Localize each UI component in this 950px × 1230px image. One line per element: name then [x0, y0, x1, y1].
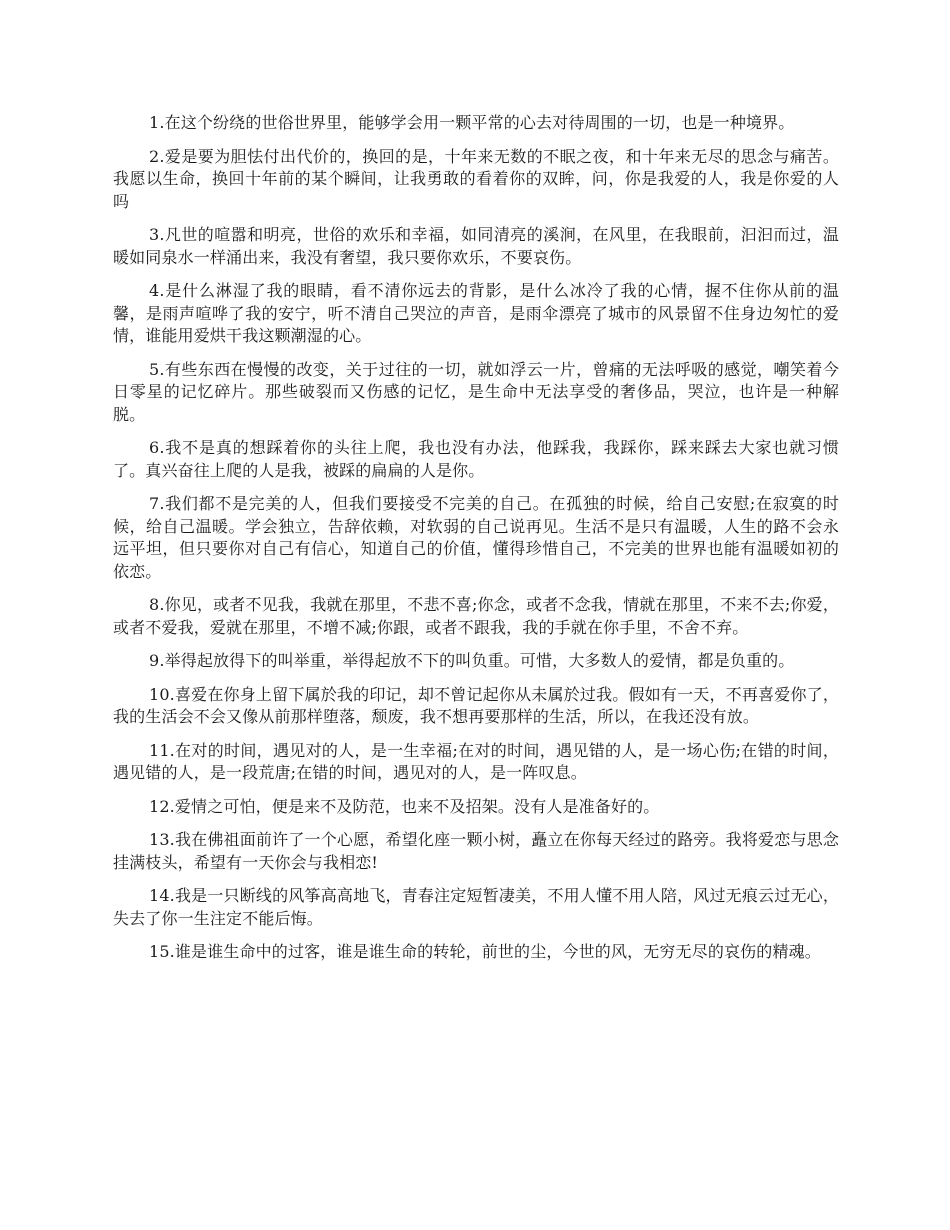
paragraph-4: 4.是什么淋湿了我的眼睛，看不清你远去的背影，是什么冰冷了我的心情，握不住你从前的温馨，是雨声喧哗了我的安宁，听不清自己哭泣的声音，是雨伞漂亮了城市的风景留不住身边匆忙的爱情，谁能用爱烘干我这颗潮湿的心。	[113, 281, 839, 345]
paragraph-7: 7.我们都不是完美的人，但我们要接受不完美的自己。在孤独的时候，给自己安慰;在寂寞的时候，给自己温暖。学会独立，告辞依赖，对软弱的自己说再见。生活不是只有温暖，人生的路不会永远平坦，但只要你对自己有信心，知道自己的价值，懂得珍惜自己，不完美的世界也能有温暖如初的依恋。	[113, 494, 839, 581]
paragraph-3: 3.凡世的喧嚣和明亮，世俗的欢乐和幸福，如同清亮的溪涧，在风里，在我眼前，汩汩而过，温暖如同泉水一样涌出来，我没有奢望，我只要你欢乐，不要哀伤。	[113, 225, 839, 267]
paragraph-10: 10.喜爱在你身上留下属於我的印记，却不曾记起你从未属於过我。假如有一天，不再喜爱你了，我的生活会不会又像从前那样堕落，颓废，我不想再要那样的生活，所以，在我还没有放。	[113, 684, 839, 726]
document-body	[113, 112, 839, 975]
paragraph-2: 2.爱是要为胆怯付出代价的，换回的是，十年来无数的不眠之夜，和十年来无尽的思念与痛苦。我愿以生命，换回十年前的某个瞬间，让我勇敢的看着你的双眸，问，你是我爱的人，我是你爱的人吗	[113, 146, 839, 211]
paragraph-8: 8.你见，或者不见我，我就在那里，不悲不喜;你念，或者不念我，情就在那里，不来不去;你爱，或者不爱我，爱就在那里，不增不减;你跟，或者不跟我，我的手就在你手里，不舍不弃。	[113, 595, 839, 637]
paragraph-1: 1.在这个纷绕的世俗世界里，能够学会用一颗平常的心去对待周围的一切，也是一种境界。	[149, 113, 795, 132]
paragraph-13: 13.我在佛祖面前许了一个心愿，希望化座一颗小树，矗立在你每天经过的路旁。我将爱恋与思念挂满枝头，希望有一天你会与我相恋!	[113, 830, 839, 872]
paragraph-15: 15.谁是谁生命中的过客，谁是谁生命的转轮，前世的尘，今世的风，无穷无尽的哀伤的精魂。	[149, 942, 821, 961]
paragraph-11: 11.在对的时间，遇见对的人，是一生幸福;在对的时间，遇见错的人，是一场心伤;在错的时间，遇见错的人，是一段荒唐;在错的时间，遇见对的人，是一阵叹息。	[113, 740, 839, 782]
paragraph-6: 6.我不是真的想踩着你的头往上爬，我也没有办法，他踩我，我踩你，踩来踩去大家也就习惯了。真兴奋往上爬的人是我，被踩的扁扁的人是你。	[113, 438, 839, 480]
paragraph-12: 12.爱情之可怕，便是来不及防范，也来不及招架。没有人是准备好的。	[149, 796, 660, 816]
paragraph-9: 9.举得起放得下的叫举重，举得起放不下的叫负重。可惜，大多数人的爱情，都是负重的。	[149, 651, 795, 670]
paragraph-14: 14.我是一只断线的风筝高高地飞，青春注定短暂凄美，不用人懂不用人陪，风过无痕云过无心，失去了你一生注定不能后悔。	[113, 886, 839, 928]
paragraph-5: 5.有些东西在慢慢的改变，关于过往的一切，就如浮云一片，曾痛的无法呼吸的感觉，嘲笑着今日零星的记忆碎片。那些破裂而又伤感的记忆，是生命中无法享受的奢侈品，哭泣，也许是一种解脱。	[113, 359, 839, 424]
